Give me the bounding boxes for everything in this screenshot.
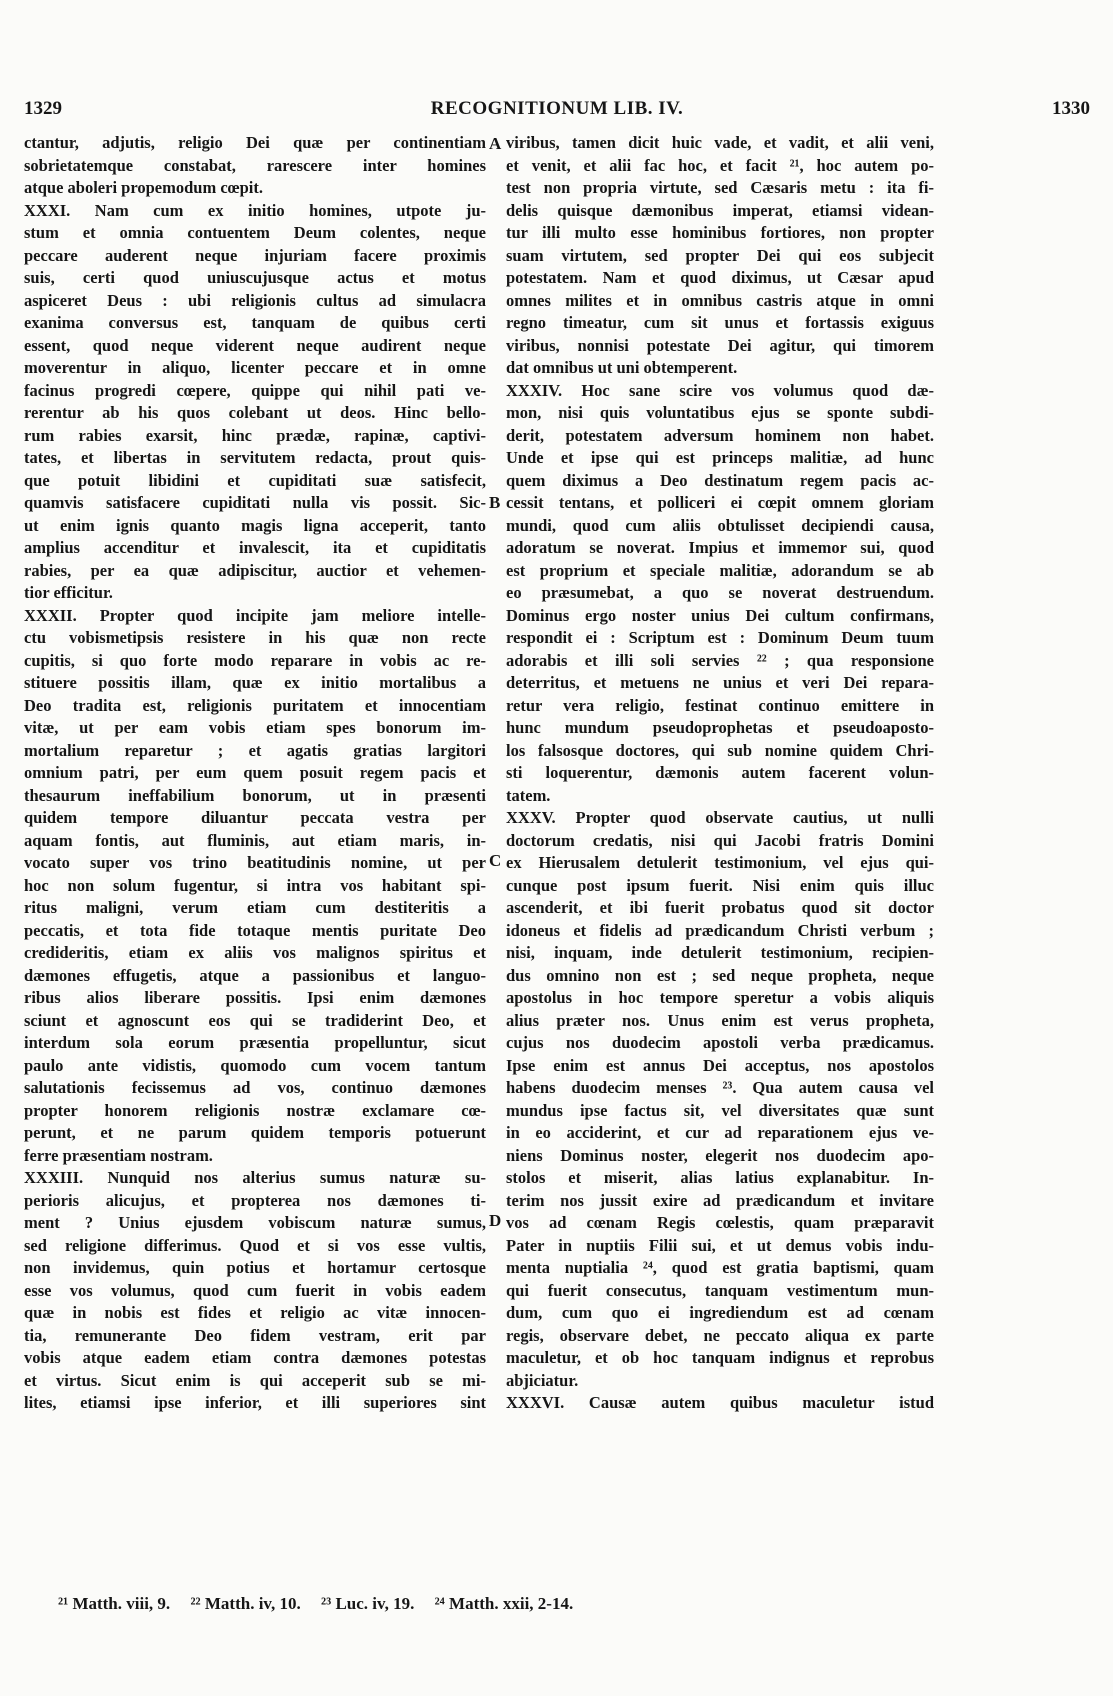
text-line: omnes milites et in omnibus castris atque in omni [506, 290, 934, 310]
text-line: aquam fontis, aut fluminis, aut etiam maris, in- [24, 830, 486, 850]
text-line: delis quisque dæmonibus imperat, etiamsi videan- [506, 200, 934, 220]
text-line: tia, remunerante Deo fidem vestram, erit par [24, 1325, 486, 1345]
text-line: cujus nos duodecim apostoli verba prædicamus. [506, 1033, 934, 1052]
page-number-right: 1330 [1052, 98, 1090, 119]
text-line: mundus ipse factus sit, vel diversitates quæ sunt [506, 1100, 934, 1120]
left-column [24, 132, 486, 1415]
text-line: XXXIII. Nunquid nos alterius sumus naturæ su- [24, 1168, 486, 1187]
text-line: vos ad cœnam Regis cœlestis, quam præparavit [506, 1213, 934, 1232]
text-line: alius præter nos. Unus enim est verus propheta, [506, 1010, 934, 1030]
text-line: quæ in nobis est fides et religio ac vitæ innocen- [24, 1303, 486, 1322]
text-line: quidem tempore diluantur peccata vestra per [24, 808, 486, 827]
text-line: XXXII. Propter quod incipite jam meliore intelle- [24, 605, 486, 625]
text-line: XXXV. Propter quod observate cautius, ut nulli [506, 808, 934, 827]
text-line: est proprium et speciale malitiæ, adorandum se ab [506, 560, 934, 580]
margin-letter-a: A [489, 134, 502, 153]
text-line: ex Hierusalem detulerit testimonium, vel ejus qui- [506, 853, 934, 872]
text-line: Ipse enim est annus Dei acceptus, nos apostolos [506, 1055, 934, 1075]
text-line: regno timeatur, cum sit unus et fortassis exiguus [506, 313, 934, 332]
text-line: ut enim ignis quanto magis ligna acceperit, tanto [24, 515, 486, 535]
text-line: paulo ante vidistis, quomodo cum vocem tantum [24, 1055, 486, 1075]
text-line: adoratum se noverat. Impius et immemor sui, quod [506, 538, 934, 557]
text-line: dus omnino non est ; sed neque propheta, neque [506, 965, 934, 985]
text-line: ascenderit, et ibi fuerit probatus quod sit doctor [506, 898, 934, 917]
text-line: omnium patri, per eum quem posuit regem pacis et [24, 763, 486, 782]
text-line: rerentur ab his quos colebant ut deos. Hinc bello- [24, 403, 486, 422]
text-line: esse vos volumus, quod cum fuerit in vobis eadem [24, 1280, 486, 1300]
text-line: essent, quod neque viderent neque audirent neque [24, 335, 486, 355]
text-line: credideritis, etiam ex aliis vos malignos spiritus et [24, 943, 486, 962]
text-line: dum, cum quo ei ingrediendum est ad cœnam [506, 1303, 934, 1322]
text-line: salutationis fecissemus ad vos, continuo dæmones [24, 1078, 486, 1097]
text-line: Unde et ipse qui est princeps malitiæ, ad hunc [506, 448, 934, 467]
page-number-left: 1329 [24, 98, 62, 119]
text-line: facinus progredi cœpere, quippe qui nihil pati ve- [24, 380, 486, 400]
text-line: tior efficitur. [24, 583, 113, 602]
text-line: Dominus ergo noster unius Dei cultum confirmans, [506, 605, 934, 625]
text-line: menta nuptialia ²⁴, quod est gratia baptismi, quam [506, 1258, 934, 1277]
text-line: abjiciatur. [506, 1370, 579, 1390]
text-line: mundi, quod cum aliis obtulisset decipiendi causa, [506, 515, 934, 535]
text-line: ctu vobismetipsis resistere in his quæ non recte [24, 628, 486, 647]
text-line: retur vera religio, festinat continuo emittere in [506, 695, 934, 715]
footnote-22: ²² Matth. iv, 10. [190, 1594, 301, 1613]
text-line: viribus, tamen dicit huic vade, et vadit, et alii veni, [506, 133, 934, 152]
text-line: ribus alios liberare possitis. Ipsi enim dæmones [24, 988, 486, 1007]
footnote-24: ²⁴ Matth. xxii, 2-14. [434, 1594, 574, 1613]
text-line: los falsosque doctores, qui sub nomine quidem Chri- [506, 740, 934, 760]
text-line: deterritus, et metuens ne unius et veri Dei repara- [506, 673, 934, 692]
margin-letter-b: B [489, 493, 501, 512]
margin-letter-d: D [489, 1211, 502, 1230]
text-line: rabies, per ea quæ adipiscitur, auctior et vehemen- [24, 560, 486, 580]
text-line: niens Dominus noster, elegerit nos duodecim apo- [506, 1145, 934, 1165]
text-line: cunque post ipsum fuerit. Nisi enim quis illuc [506, 875, 934, 895]
text-line: amplius accenditur et invalescit, ita et cupiditatis [24, 538, 486, 557]
text-line: moverentur in aliquo, licenter peccare et in omne [24, 358, 486, 377]
text-line: nisi, inquam, inde detulerit testimonium, recipien- [506, 943, 934, 962]
text-line: vobis atque eadem etiam contra dæmones potestas [24, 1348, 486, 1367]
text-line: stum et omnia contuentem Deum colentes, neque [24, 223, 486, 242]
text-line: dæmones effugetis, atque a passionibus et languo- [24, 965, 486, 985]
text-line: apostolus in hoc tempore speretur a vobis aliquis [506, 988, 934, 1007]
text-line: stituere possitis illam, quæ ex initio mortalibus a [24, 673, 486, 692]
text-line: habens duodecim menses ²³. Qua autem causa vel [506, 1078, 934, 1097]
footnote-23: ²³ Luc. iv, 19. [321, 1594, 415, 1613]
text-line: rum rabies exarsit, hinc prædæ, rapinæ, captivi- [24, 425, 486, 445]
text-line: cupitis, si quo forte modo reparare in vobis ac re- [24, 650, 486, 670]
running-title: RECOGNITIONUM LIB. IV. [430, 98, 684, 119]
text-line: XXXIV. Hoc sane scire vos volumus quod dæ- [506, 380, 934, 400]
text-line: que potuit libidini et cupiditati suæ satisfecit, [24, 470, 486, 490]
text-line: hoc non solum fugentur, si intra vos habitant spi- [24, 875, 486, 895]
text-line: sti loquerentur, dæmonis autem facerent volun- [506, 763, 934, 782]
text-line: quamvis satisfacere cupiditati nulla vis possit. Sic- [24, 493, 486, 512]
text-line: quem diximus a Deo destinatum regem pacis ac- [506, 470, 934, 490]
text-line: potestatem. Nam et quod diximus, ut Cæsar apud [506, 268, 934, 287]
text-line: dat omnibus ut uni obtemperent. [506, 358, 738, 377]
text-line: hunc mundum pseudoprophetas et pseudoaposto- [506, 718, 934, 737]
text-line: perunt, et ne parum quidem temporis potuerunt [24, 1123, 486, 1142]
text-line: atque aboleri propemodum cœpit. [24, 178, 263, 197]
text-line: maculetur, et ob hoc tanquam indignus et reprobus [506, 1348, 934, 1367]
text-line: ment ? Unius ejusdem vobiscum naturæ sumus, [24, 1213, 486, 1232]
text-line: sobrietatemque constabat, rarescere inter homines [24, 155, 486, 175]
text-line: Pater in nuptiis Filii sui, et ut demus vobis indu- [506, 1235, 934, 1255]
text-line: et virtus. Sicut enim is qui acceperit sub se mi- [24, 1370, 486, 1390]
text-line: ritus maligni, verum etiam cum destiteritis a [24, 898, 486, 917]
footnotes [58, 1594, 1058, 1614]
text-line: doctorum credatis, nisi qui Jacobi fratris Domini [506, 830, 934, 850]
text-line: et venit, et alii fac hoc, et facit ²¹, hoc autem po- [506, 155, 934, 175]
text-line: vocato super vos trino beatitudinis nomine, ut per [24, 853, 486, 872]
text-line: propter honorem religionis nostræ exclamare cœ- [24, 1100, 486, 1120]
text-line: stolos et miserit, alias latius explanabitur. In- [506, 1168, 934, 1187]
text-line: aspiceret Deus : ubi religionis cultus ad simulacra [24, 290, 486, 310]
text-line: XXXVI. Causæ autem quibus maculetur istud [506, 1393, 934, 1412]
text-line: perioris alicujus, et propterea nos dæmones ti- [24, 1190, 486, 1210]
right-column [506, 132, 934, 1415]
text-line: ferre præsentiam nostram. [24, 1145, 213, 1165]
text-line: derit, potestatem adversum hominem non habet. [506, 425, 934, 445]
text-line: suis, certi quod uniuscujusque actus et motus [24, 268, 486, 287]
text-line: suam virtutem, sed propter Dei qui eos subjecit [506, 245, 934, 265]
text-line: exanima conversus est, tanquam de quibus certi [24, 313, 486, 332]
margin-letter-c: C [489, 851, 502, 870]
text-line: mortalium reparetur ; et agatis gratias largitori [24, 740, 486, 760]
text-line: Deo tradita est, religionis puritatem et innocentiam [24, 695, 486, 715]
text-line: qui fuerit consecutus, tanquam vestimentum mun- [506, 1280, 934, 1300]
text-line: vitæ, ut per eam vobis etiam spes bonorum im- [24, 718, 486, 737]
text-line: thesaurum ineffabilium bonorum, ut in præsenti [24, 785, 486, 805]
footnote-21: ²¹ Matth. viii, 9. [58, 1594, 171, 1613]
text-line: tatem. [506, 785, 551, 805]
text-line: eo præsumebat, a quo se noverat destruendum. [506, 583, 934, 602]
text-line: non invidemus, quin potius et hortamur certosque [24, 1258, 486, 1277]
text-line: idoneus et fidelis ad prædicandum Christi verbum ; [506, 920, 934, 940]
text-line: cessit tentans, et polliceri ei cœpit omnem gloriam [506, 493, 934, 512]
text-line: peccatis, et tota fide totaque mentis puritate Deo [24, 920, 486, 940]
text-line: tates, et libertas in servitutem redacta, prout quis- [24, 448, 486, 467]
text-line: interdum sola eorum præsentia propelluntur, sicut [24, 1033, 486, 1052]
running-header [24, 98, 1090, 126]
text-line: regis, observare debet, ne peccato aliqua ex parte [506, 1325, 934, 1345]
text-line: test non propria virtute, sed Cæsaris metu : ita fi- [506, 178, 934, 197]
text-line: lites, etiamsi ipse inferior, et illi superiores sint [24, 1393, 486, 1412]
text-line: ctantur, adjutis, religio Dei quæ per continentiam [24, 133, 486, 152]
text-line: sciunt et agnoscunt eos qui se tradiderint Deo, et [24, 1010, 486, 1030]
text-line: mon, nisi quis voluntatibus ejus se sponte subdi- [506, 403, 934, 422]
text-line: sed religione differimus. Quod et si vos esse vultis, [24, 1235, 486, 1255]
text-line: XXXI. Nam cum ex initio homines, utpote ju- [24, 200, 486, 220]
text-line: peccare auderent neque injuriam facere proximis [24, 245, 486, 265]
text-line: tur illi multo esse hominibus fortiores, non propter [506, 223, 934, 242]
text-line: terim nos jussit exire ad prædicandum et invitare [506, 1190, 934, 1210]
text-line: in eo acciderint, et cur ad reparationem ejus ve- [506, 1123, 934, 1142]
text-line: viribus, nonnisi potestate Dei agitur, qui timorem [506, 335, 934, 355]
text-line: respondit ei : Scriptum est : Dominum Deum tuum [506, 628, 934, 647]
text-line: adorabis et illi soli servies ²² ; qua responsione [506, 650, 934, 670]
